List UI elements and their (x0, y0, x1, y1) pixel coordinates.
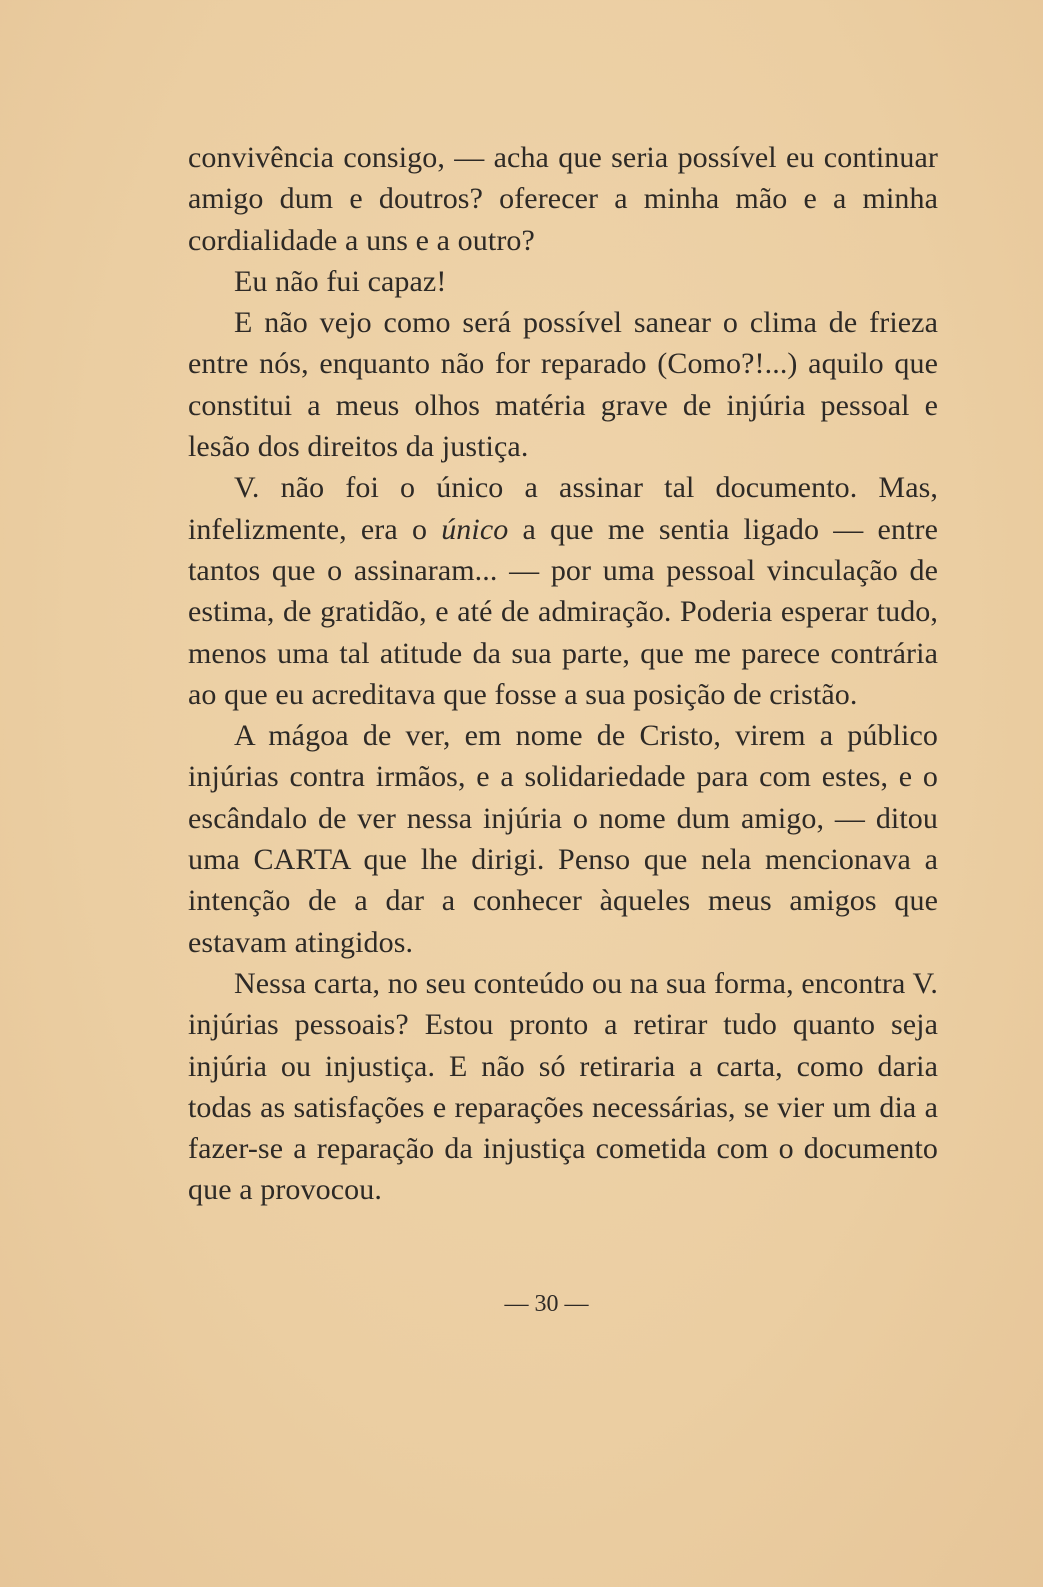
emphasized-word: único (441, 512, 509, 546)
paragraph-5 (188, 715, 938, 963)
paragraph-text: Nessa carta, no seu conteúdo ou na sua forma, encontra V. injúrias pessoais? Estou pronto a retirar tudo quanto seja injúria ou injustiça. E não só retiraria a carta, como daria todas as satisfações e reparações necessárias, se vier um dia a fazer-se a reparação da injustiça cometida com o documento que a provocou. (188, 966, 938, 1207)
paragraph-text: Eu não fui capaz! (234, 264, 447, 298)
page-number: — 30 — (504, 1291, 589, 1317)
paragraph-4 (188, 467, 938, 715)
paragraph-text: E não vejo como será possível sanear o clima de frieza entre nós, enquanto não for reparado (Como?!...) aquilo que constitui a meus olhos matéria grave de injúria pessoal e lesão dos direitos da justiça. (188, 306, 938, 464)
body-text (188, 137, 938, 1211)
paragraph-text: A mágoa de ver, em nome de Cristo, virem a público injúrias contra irmãos, e a solidariedade para com estes, e o escândalo de ver nessa injúria o nome dum amigo, — ditou uma CARTA que lhe dirigi. Penso que nela mencionava a intenção de a dar a conhecer àqueles meus amigos que estavam atingidos. (188, 719, 938, 959)
paragraph-3 (188, 302, 938, 467)
paragraph-text-continued: a que me sentia ligado — entre tantos que o assinaram... — por uma pessoal vinculação de estima, de gratidão, e até de admiração. Poderia esperar tudo, menos uma tal atitude da sua parte, que me parece contrária ao que eu acreditava que fosse a sua posição de cristão. (188, 512, 938, 711)
paragraph-text: convivência consigo, — acha que seria possível eu continuar amigo dum e doutros? oferecer a minha mão e a minha cordialidade a uns e a outro? (188, 141, 938, 257)
paragraph-2 (188, 261, 938, 302)
paragraph-text: V. não foi o único a assinar tal documento. Mas, infelizmente, era o (188, 471, 938, 546)
paragraph-1 (188, 137, 938, 261)
paragraph-6 (188, 963, 938, 1211)
